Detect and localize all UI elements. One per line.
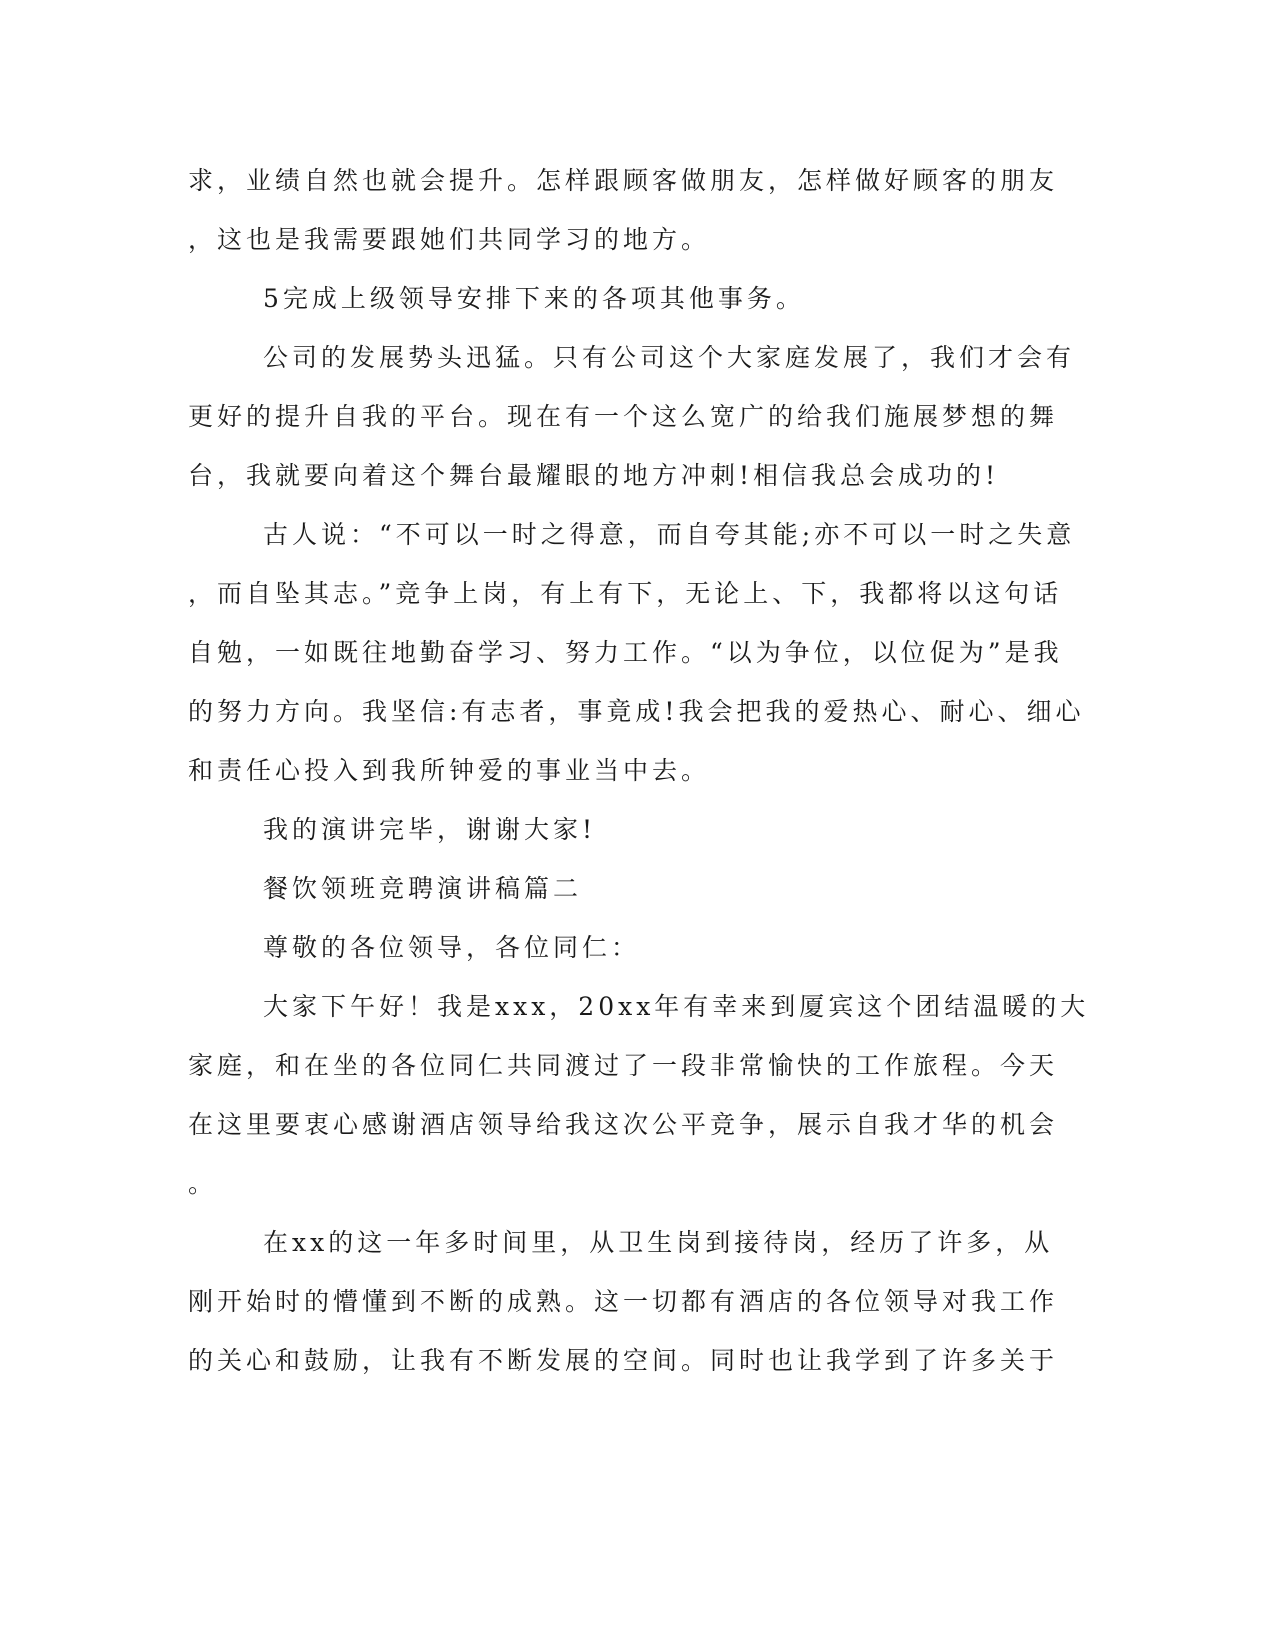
text-line: 在xx的这一年多时间里，从卫生岗到接待岗，经历了许多，从	[263, 1228, 1054, 1257]
text-line: 5完成上级领导安排下来的各项其他事务。	[263, 284, 805, 313]
text-line: 公司的发展势头迅猛。只有公司这个大家庭发展了，我们才会有	[263, 343, 1076, 372]
text-line: 大家下午好！我是xxx，20xx年有幸来到厦宾这个团结温暖的大	[263, 992, 1090, 1021]
text-line: ，这也是我需要跟她们共同学习的地方。	[188, 225, 711, 254]
text-line: ，而自坠其志。”竞争上岗，有上有下，无论上、下，我都将以这句话	[188, 579, 1063, 608]
text-line: 古人说：“不可以一时之得意，而自夸其能;亦不可以一时之失意	[263, 520, 1076, 549]
text-line: 。	[188, 1169, 218, 1198]
text-line: 和责任心投入到我所钟爱的事业当中去。	[188, 756, 711, 785]
text-line: 求，业绩自然也就会提升。怎样跟顾客做朋友，怎样做好顾客的朋友	[188, 166, 1059, 195]
text-line: 在这里要衷心感谢酒店领导给我这次公平竞争，展示自我才华的机会	[188, 1110, 1059, 1139]
section-heading: 餐饮领班竞聘演讲稿篇二	[263, 874, 583, 903]
text-line: 刚开始时的懵懂到不断的成熟。这一切都有酒店的各位领导对我工作	[188, 1287, 1059, 1316]
text-line: 的关心和鼓励，让我有不断发展的空间。同时也让我学到了许多关于	[188, 1346, 1059, 1375]
text-line: 更好的提升自我的平台。现在有一个这么宽广的给我们施展梦想的舞	[188, 402, 1059, 431]
text-line: 台，我就要向着这个舞台最耀眼的地方冲刺!相信我总会成功的!	[188, 461, 1000, 490]
text-line: 家庭，和在坐的各位同仁共同渡过了一段非常愉快的工作旅程。今天	[188, 1051, 1059, 1080]
salutation: 尊敬的各位领导，各位同仁：	[263, 933, 641, 962]
text-line: 自勉，一如既往地勤奋学习、努力工作。“以为争位，以位促为”是我	[188, 638, 1063, 667]
text-line: 我的演讲完毕，谢谢大家!	[263, 815, 597, 844]
text-line: 的努力方向。我坚信:有志者，事竟成!我会把我的爱热心、耐心、细心	[188, 697, 1085, 726]
